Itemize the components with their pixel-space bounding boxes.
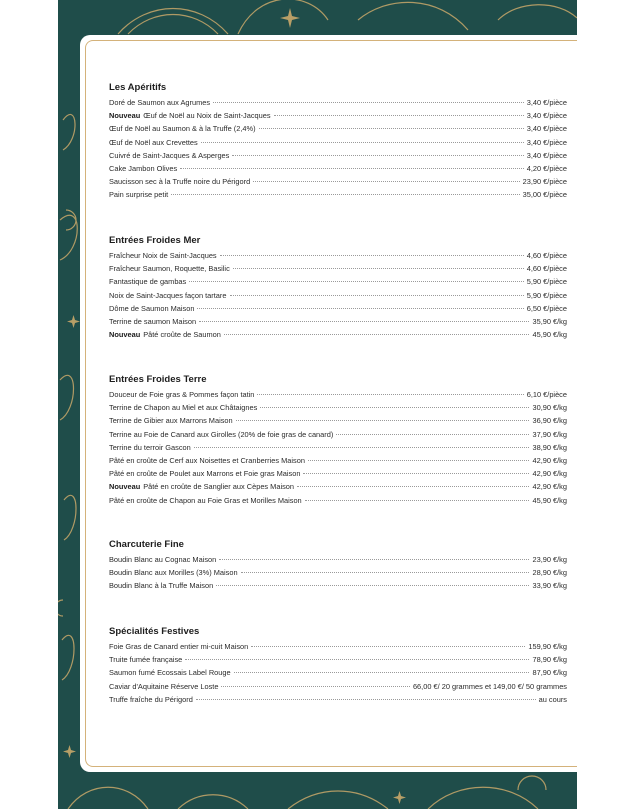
item-price: 4,20 €/pièce: [526, 163, 567, 173]
item-price: 37,90 €/kg: [532, 429, 567, 439]
dot-leader: [236, 420, 530, 421]
dot-leader: [253, 181, 519, 182]
menu-item: [109, 640, 567, 653]
item-label: Cuivré de Saint-Jacques & Asperges: [109, 150, 230, 160]
item-price: 3,40 €/pièce: [526, 111, 567, 121]
item-label: Terrine du terroir Gascon: [109, 442, 191, 452]
dot-leader: [230, 295, 524, 296]
dot-leader: [232, 155, 523, 156]
item-label: Caviar d'Aquitaine Réserve Loste: [109, 681, 219, 691]
item-price: 66,00 €/ 20 grammes et 149,00 €/ 50 grammes: [412, 681, 567, 691]
menu-item: [109, 162, 567, 175]
menu-item: [109, 328, 567, 341]
item-price: 3,40 €/pièce: [526, 150, 567, 160]
item-price: au cours: [538, 694, 567, 704]
menu-item: [109, 480, 567, 493]
menu-item: [109, 149, 567, 162]
item-price: 28,90 €/kg: [532, 568, 567, 578]
menu-item: [109, 96, 567, 109]
dot-leader: [197, 308, 523, 309]
section-title: Entrées Froides Terre: [109, 374, 207, 385]
dot-leader: [274, 115, 524, 116]
item-label: Saumon fumé Ecossais Label Rouge: [109, 668, 231, 678]
item-price: 23,90 €/pièce: [522, 177, 567, 187]
item-price: 45,90 €/kg: [532, 495, 567, 505]
item-price: 42,90 €/kg: [532, 469, 567, 479]
item-price: 42,90 €/kg: [532, 482, 567, 492]
ornament-arc: [118, 9, 228, 35]
dot-leader: [213, 102, 524, 103]
menu-item: [109, 315, 567, 328]
item-label: Œuf de Noël aux Crevettes: [109, 137, 198, 147]
menu-item: [109, 666, 567, 679]
item-label: Cake Jambon Olives: [109, 163, 178, 173]
section-aperitifs: [109, 82, 567, 202]
item-label: Truite fumée française: [109, 655, 183, 665]
item-price: 6,10 €/pièce: [526, 390, 567, 399]
dot-leader: [260, 407, 529, 408]
dot-leader: [221, 686, 409, 687]
item-price: 23,90 €/kg: [532, 555, 567, 564]
dot-leader: [201, 142, 524, 143]
item-label: Douceur de Foie gras & Pommes façon tatin: [109, 390, 255, 399]
item-label: Terrine au Foie de Canard aux Girolles (20% de foie gras de canard): [109, 429, 334, 439]
dot-leader: [257, 394, 523, 395]
dot-leader: [199, 321, 529, 322]
menu-item: [109, 136, 567, 149]
section-specialites-festives: [109, 626, 567, 706]
item-label: Boudin Blanc à la Truffe Maison: [109, 581, 214, 591]
new-badge: Nouveau: [109, 330, 141, 340]
menu-item: [109, 579, 567, 592]
menu-item: [109, 109, 567, 122]
item-price: 3,40 €/pièce: [526, 124, 567, 134]
item-label: Doré de Saumon aux Agrumes: [109, 98, 211, 107]
item-price: 38,90 €/kg: [532, 442, 567, 452]
item-label: Noix de Saint-Jacques façon tartare: [109, 290, 227, 300]
menu-item: [109, 289, 567, 302]
item-price: 3,40 €/pièce: [526, 137, 567, 147]
dot-leader: [233, 268, 524, 269]
dot-leader: [185, 659, 529, 660]
item-label: Truffe fraîche du Périgord: [109, 694, 193, 704]
item-price: 42,90 €/kg: [532, 455, 567, 465]
menu-item: [109, 467, 567, 480]
dot-leader: [336, 434, 529, 435]
section-charcuterie-fine: [109, 539, 567, 593]
dot-leader: [194, 447, 530, 448]
menu-item: [109, 401, 567, 414]
dot-leader: [308, 460, 530, 461]
dot-leader: [171, 194, 519, 195]
item-label: Pâté en croûte de Cerf aux Noisettes et Cranberries Maison: [109, 455, 305, 465]
menu-item: [109, 653, 567, 666]
item-price: 35,90 €/kg: [532, 316, 567, 326]
item-price: 4,60 €/pièce: [526, 264, 567, 274]
section-title: Entrées Froides Mer: [109, 235, 201, 246]
item-price: 45,90 €/kg: [532, 330, 567, 340]
menu-item: [109, 553, 567, 566]
dot-leader: [259, 128, 524, 129]
item-price: 78,90 €/kg: [532, 655, 567, 665]
item-label: Boudin Blanc au Cognac Maison: [109, 555, 217, 564]
menu-item: [109, 566, 567, 579]
dot-leader: [297, 486, 529, 487]
section-title: Spécialités Festives: [109, 626, 200, 637]
section-entrees-froides-mer: [109, 235, 567, 341]
menu-item: [109, 494, 567, 507]
item-label: Fraîcheur Saumon, Roquette, Basilic: [109, 264, 230, 274]
section-title: Les Apéritifs: [109, 82, 167, 93]
item-price: 5,90 €/pièce: [526, 277, 567, 287]
item-label: Œuf de Noël au Noix de Saint-Jacques: [143, 111, 271, 121]
menu-item: [109, 680, 567, 693]
menu-item: [109, 122, 567, 135]
dot-leader: [303, 473, 529, 474]
item-price: 36,90 €/kg: [532, 416, 567, 426]
menu-item: [109, 414, 567, 427]
item-price: 87,90 €/kg: [532, 668, 567, 678]
menu-item: [109, 428, 567, 441]
menu-item: [109, 454, 567, 467]
dot-leader: [216, 585, 529, 586]
item-label: Foie Gras de Canard entier mi-cuit Maison: [109, 642, 249, 651]
item-label: Pâté croûte de Saumon: [143, 330, 221, 340]
section-title: Charcuterie Fine: [109, 539, 184, 550]
item-label: Dôme de Saumon Maison: [109, 303, 195, 313]
new-badge: Nouveau: [109, 111, 141, 121]
section-entrees-froides-terre: [109, 374, 567, 507]
dot-leader: [196, 699, 536, 700]
menu-item: [109, 249, 567, 262]
item-price: 6,50 €/pièce: [526, 303, 567, 313]
item-label: Pâté en croûte de Sanglier aux Cèpes Maison: [143, 482, 294, 492]
item-label: Terrine de saumon Maison: [109, 316, 197, 326]
menu-item: [109, 188, 567, 201]
item-label: Fraîcheur Noix de Saint-Jacques: [109, 251, 217, 260]
item-price: 3,40 €/pièce: [526, 98, 567, 107]
menu-item: [109, 302, 567, 315]
dot-leader: [189, 281, 523, 282]
menu-item: [109, 262, 567, 275]
dot-leader: [220, 255, 524, 256]
item-label: Pâté en croûte de Chapon au Foie Gras et Morilles Maison: [109, 495, 302, 505]
item-label: Terrine de Chapon au Miel et aux Châtaignes: [109, 403, 258, 413]
item-label: Boudin Blanc aux Morilles (3%) Maison: [109, 568, 238, 578]
item-price: 159,90 €/kg: [528, 642, 567, 651]
item-price: 33,90 €/kg: [532, 581, 567, 591]
item-label: Saucisson sec à la Truffe noire du Périgord: [109, 177, 251, 187]
menu-item: [109, 693, 567, 706]
menu-item: [109, 175, 567, 188]
item-price: 35,00 €/pièce: [522, 190, 567, 200]
item-label: Pâté en croûte de Poulet aux Marrons et Foie gras Maison: [109, 469, 301, 479]
star-icon: [280, 8, 300, 28]
menu-item: [109, 275, 567, 288]
item-price: 30,90 €/kg: [532, 403, 567, 413]
item-price: 4,60 €/pièce: [526, 251, 567, 260]
dot-leader: [241, 572, 530, 573]
menu-item: [109, 388, 567, 401]
new-badge: Nouveau: [109, 482, 141, 492]
dot-leader: [234, 672, 530, 673]
dot-leader: [180, 168, 524, 169]
dot-leader: [305, 500, 530, 501]
item-label: Pain surprise petit: [109, 190, 169, 200]
dot-leader: [224, 334, 530, 335]
dot-leader: [251, 646, 525, 647]
item-price: 5,90 €/pièce: [526, 290, 567, 300]
dot-leader: [219, 559, 529, 560]
item-label: Terrine de Gibier aux Marrons Maison: [109, 416, 233, 426]
item-label: Fantastique de gambas: [109, 277, 187, 287]
menu-item: [109, 441, 567, 454]
item-label: Œuf de Noël au Saumon & à la Truffe (2,4%): [109, 124, 256, 134]
